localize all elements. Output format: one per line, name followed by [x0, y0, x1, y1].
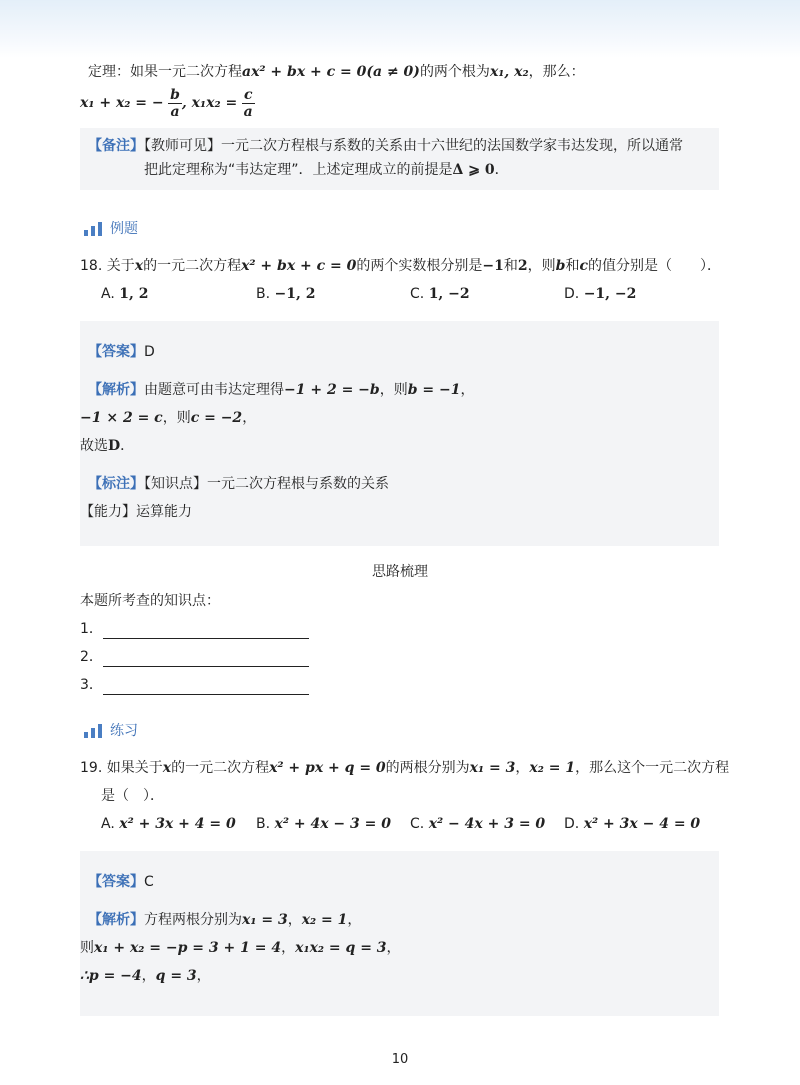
review-intro: 本题所考查的知识点：	[80, 593, 220, 609]
question-18: 18. 关于x的一元二次方程x² + bx + c = 0的两个实数根分别是−1和2，则b和c的值分别是（ ）．	[80, 258, 721, 274]
question-19: 19. 如果关于x的一元二次方程x² + px + q = 0的两根分别为x₁ = 3，x₂ = 1，那么这个一元二次方程	[80, 760, 730, 776]
ability-18: 【能力】运算能力	[80, 504, 192, 520]
q18-option-c[interactable]: C. 1, −2	[410, 286, 470, 302]
bar-chart-icon	[84, 222, 104, 236]
review-title: 思路梳理	[372, 564, 428, 580]
question-19-cont: 是（ ）．	[101, 788, 164, 804]
fraction-c-over-a: $\frac{c}{a}$	[243, 86, 253, 120]
review-item-3: 3．	[80, 675, 309, 695]
q18-option-a[interactable]: A. 1, 2	[101, 286, 149, 302]
q18-option-d[interactable]: D. −1, −2	[564, 286, 637, 302]
bar-chart-icon	[84, 724, 104, 738]
page-number: 10	[391, 1052, 409, 1067]
section-example: 例题	[84, 219, 138, 239]
review-item-1: 1．	[80, 619, 309, 639]
review-item-2: 2．	[80, 647, 309, 667]
answer-19: 【答案】C	[88, 874, 154, 890]
theorem-line1: 定理：如果一元二次方程ax² + bx + c = 0(a ≠ 0)的两个根为x₁, x₂，那么：	[88, 64, 585, 80]
analysis-18-line1: 【解析】由题意可由韦达定理得−1 + 2 = −b，则b = −1，	[88, 382, 475, 398]
analysis-19-line1: 【解析】方程两根分别为x₁ = 3，x₂ = 1，	[88, 912, 362, 928]
mark-18: 【标注】【知识点】一元二次方程根与系数的关系	[88, 476, 389, 492]
header-band	[0, 0, 800, 58]
fraction-b-over-a: $\frac{b}{a}$	[170, 86, 180, 120]
note-line2: 把此定理称为“韦达定理”．上述定理成立的前提是Δ ⩾ 0．	[144, 162, 509, 178]
answer-18: 【答案】D	[88, 344, 155, 360]
q19-option-a[interactable]: A. x² + 3x + 4 = 0	[101, 816, 236, 832]
note-line1: 【备注】【教师可见】一元二次方程根与系数的关系由十六世纪的法国数学家韦达发现，所以通常	[88, 138, 683, 154]
vieta-formula: x₁ + x₂ = − $\frac{b}{a}$ , x₁x₂ = $\frac{c}{a}$	[80, 86, 253, 120]
q19-option-d[interactable]: D. x² + 3x − 4 = 0	[564, 816, 701, 832]
blank-line[interactable]	[103, 624, 309, 639]
analysis-19-line3: ∴p = −4，q = 3，	[80, 968, 211, 984]
section-practice: 练习	[84, 721, 138, 741]
analysis-19-line2: 则x₁ + x₂ = −p = 3 + 1 = 4，x₁x₂ = q = 3，	[80, 940, 401, 956]
blank-line[interactable]	[103, 680, 309, 695]
q19-option-c[interactable]: C. x² − 4x + 3 = 0	[410, 816, 546, 832]
answer-19-box	[80, 851, 719, 1016]
analysis-18-line2: −1 × 2 = c，则c = −2，	[80, 410, 257, 426]
q18-option-b[interactable]: B. −1, 2	[256, 286, 316, 302]
blank-line[interactable]	[103, 652, 309, 667]
analysis-18-line3: 故选D．	[80, 438, 135, 454]
q19-option-b[interactable]: B. x² + 4x − 3 = 0	[256, 816, 391, 832]
